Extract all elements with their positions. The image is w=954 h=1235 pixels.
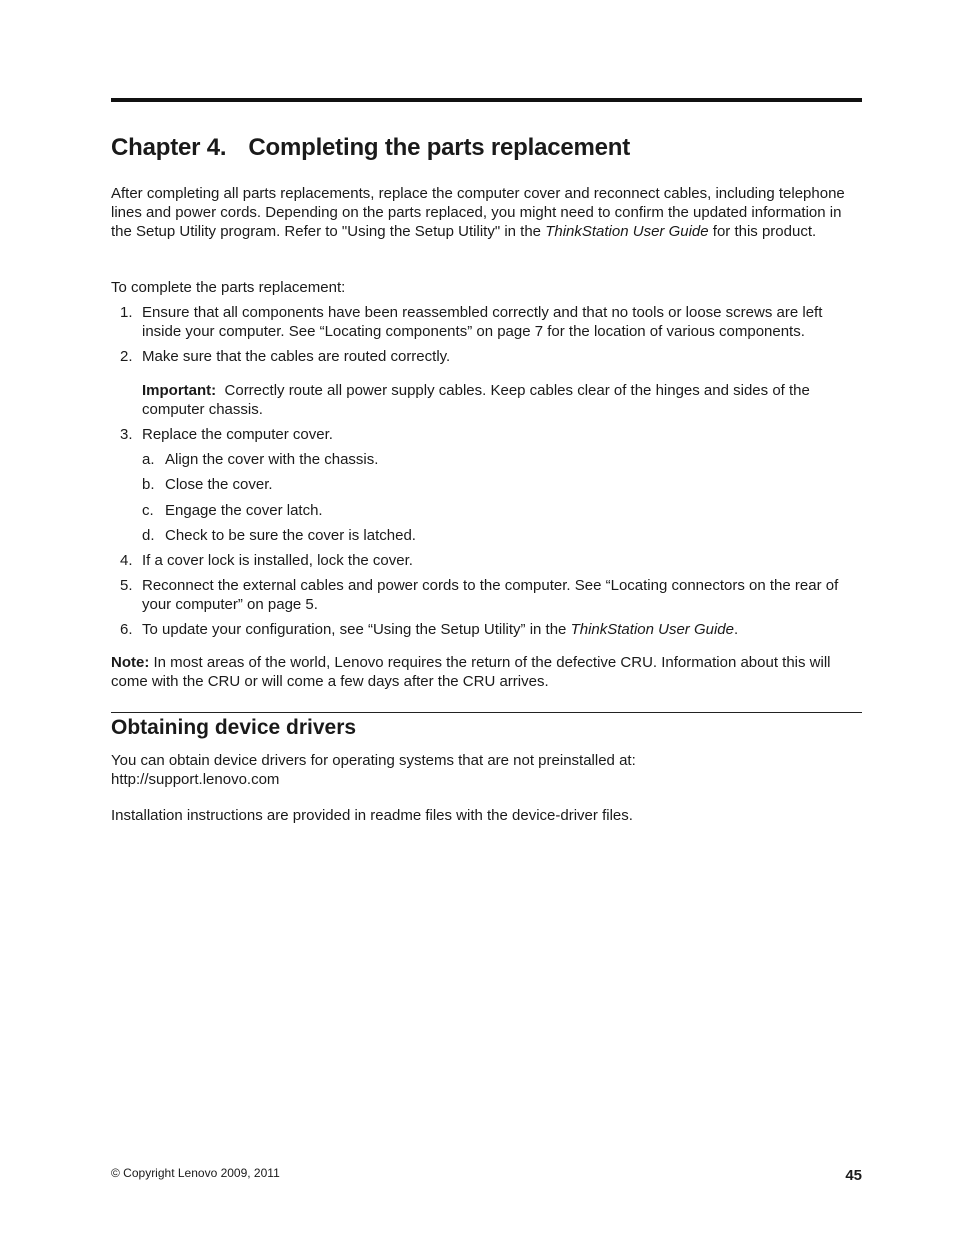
step-text-start: To update your configuration, see “Using the Setup Utility” in the bbox=[142, 621, 571, 638]
chapter-title bbox=[111, 134, 630, 162]
install-paragraph: Installation instructions are provided in readme files with the device-driver files. bbox=[111, 807, 633, 824]
step-item-6 bbox=[111, 621, 863, 640]
step-text-end: . bbox=[734, 621, 739, 638]
intro-text-end: for this product. bbox=[708, 222, 817, 240]
step-item-5 bbox=[111, 577, 863, 615]
intro-text: After completing all parts replacements, replace the computer cover and reconnect cables, including telephone lines and power cords. Depending on the parts replaced, you might need to confirm the updated information in the Setup Utility program. Refer to "Using the Setup Utility" in the bbox=[111, 185, 845, 240]
substep-text: Engage the cover latch. bbox=[165, 502, 323, 519]
step-text: Reconnect the external cables and power cords to the computer. See “Locating connectors on the rear of your computer” on page 5. bbox=[142, 577, 839, 613]
note-label: Note: bbox=[111, 654, 150, 671]
important-text: Correctly route all power supply cables. Keep cables clear of the hinges and sides of the computer chassis. bbox=[142, 382, 810, 418]
step-text: If a cover lock is installed, lock the cover. bbox=[142, 552, 413, 569]
important-note bbox=[142, 382, 842, 420]
cru-note bbox=[111, 654, 863, 692]
substep-text: Align the cover with the chassis. bbox=[165, 451, 379, 468]
step-number: 2. bbox=[120, 348, 133, 365]
substep-letter: b. bbox=[142, 476, 155, 493]
step-number: 6. bbox=[120, 621, 133, 638]
substep-letter: a. bbox=[142, 451, 155, 468]
step-item-2 bbox=[111, 348, 863, 367]
step-text: Ensure that all components have been reassembled correctly and that no tools or loose screws are left inside your computer. See “Locating components” on page 7 for the location of various components. bbox=[142, 304, 823, 340]
steps-intro: To complete the parts replacement: bbox=[111, 279, 346, 296]
section-rule bbox=[111, 712, 862, 713]
step-item-1 bbox=[111, 304, 863, 342]
section-title: Obtaining device drivers bbox=[111, 716, 357, 739]
step-item-4 bbox=[111, 552, 863, 571]
chapter-top-rule bbox=[111, 98, 862, 102]
substep-item-c bbox=[142, 502, 842, 521]
note-text: In most areas of the world, Lenovo requires the return of the defective CRU. Information about this will come with the CRU or will come a few days after the CRU arrives. bbox=[111, 654, 831, 690]
footer-copyright: © Copyright Lenovo 2009, 2011 bbox=[111, 1166, 280, 1180]
support-url[interactable]: http://support.lenovo.com bbox=[111, 770, 280, 788]
intro-guide-title: ThinkStation User Guide bbox=[545, 222, 709, 240]
page-number: 45 bbox=[845, 1167, 862, 1184]
step-number: 4. bbox=[120, 552, 133, 569]
drivers-text: You can obtain device drivers for operating systems that are not preinstalled at: bbox=[111, 752, 636, 769]
step-number: 3. bbox=[120, 426, 133, 443]
intro-paragraph bbox=[111, 185, 863, 241]
substep-item-a bbox=[142, 451, 842, 470]
substep-text: Check to be sure the cover is latched. bbox=[165, 527, 416, 544]
step-text: Make sure that the cables are routed correctly. bbox=[142, 348, 451, 365]
substep-text: Close the cover. bbox=[165, 476, 273, 493]
step-item-3 bbox=[111, 426, 863, 445]
substep-item-d bbox=[142, 527, 842, 546]
step-guide-title: ThinkStation User Guide bbox=[570, 621, 734, 638]
substep-letter: d. bbox=[142, 527, 155, 544]
chapter-title-text: Completing the parts replacement bbox=[248, 134, 631, 161]
step-text: Replace the computer cover. bbox=[142, 426, 333, 443]
substep-letter: c. bbox=[142, 502, 154, 519]
substep-item-b bbox=[142, 476, 842, 495]
chapter-label: Chapter 4. bbox=[111, 134, 227, 161]
important-label: Important: bbox=[142, 382, 217, 399]
step-number: 1. bbox=[120, 304, 133, 321]
step-text bbox=[142, 621, 863, 640]
step-number: 5. bbox=[120, 577, 133, 594]
drivers-paragraph bbox=[111, 752, 863, 790]
